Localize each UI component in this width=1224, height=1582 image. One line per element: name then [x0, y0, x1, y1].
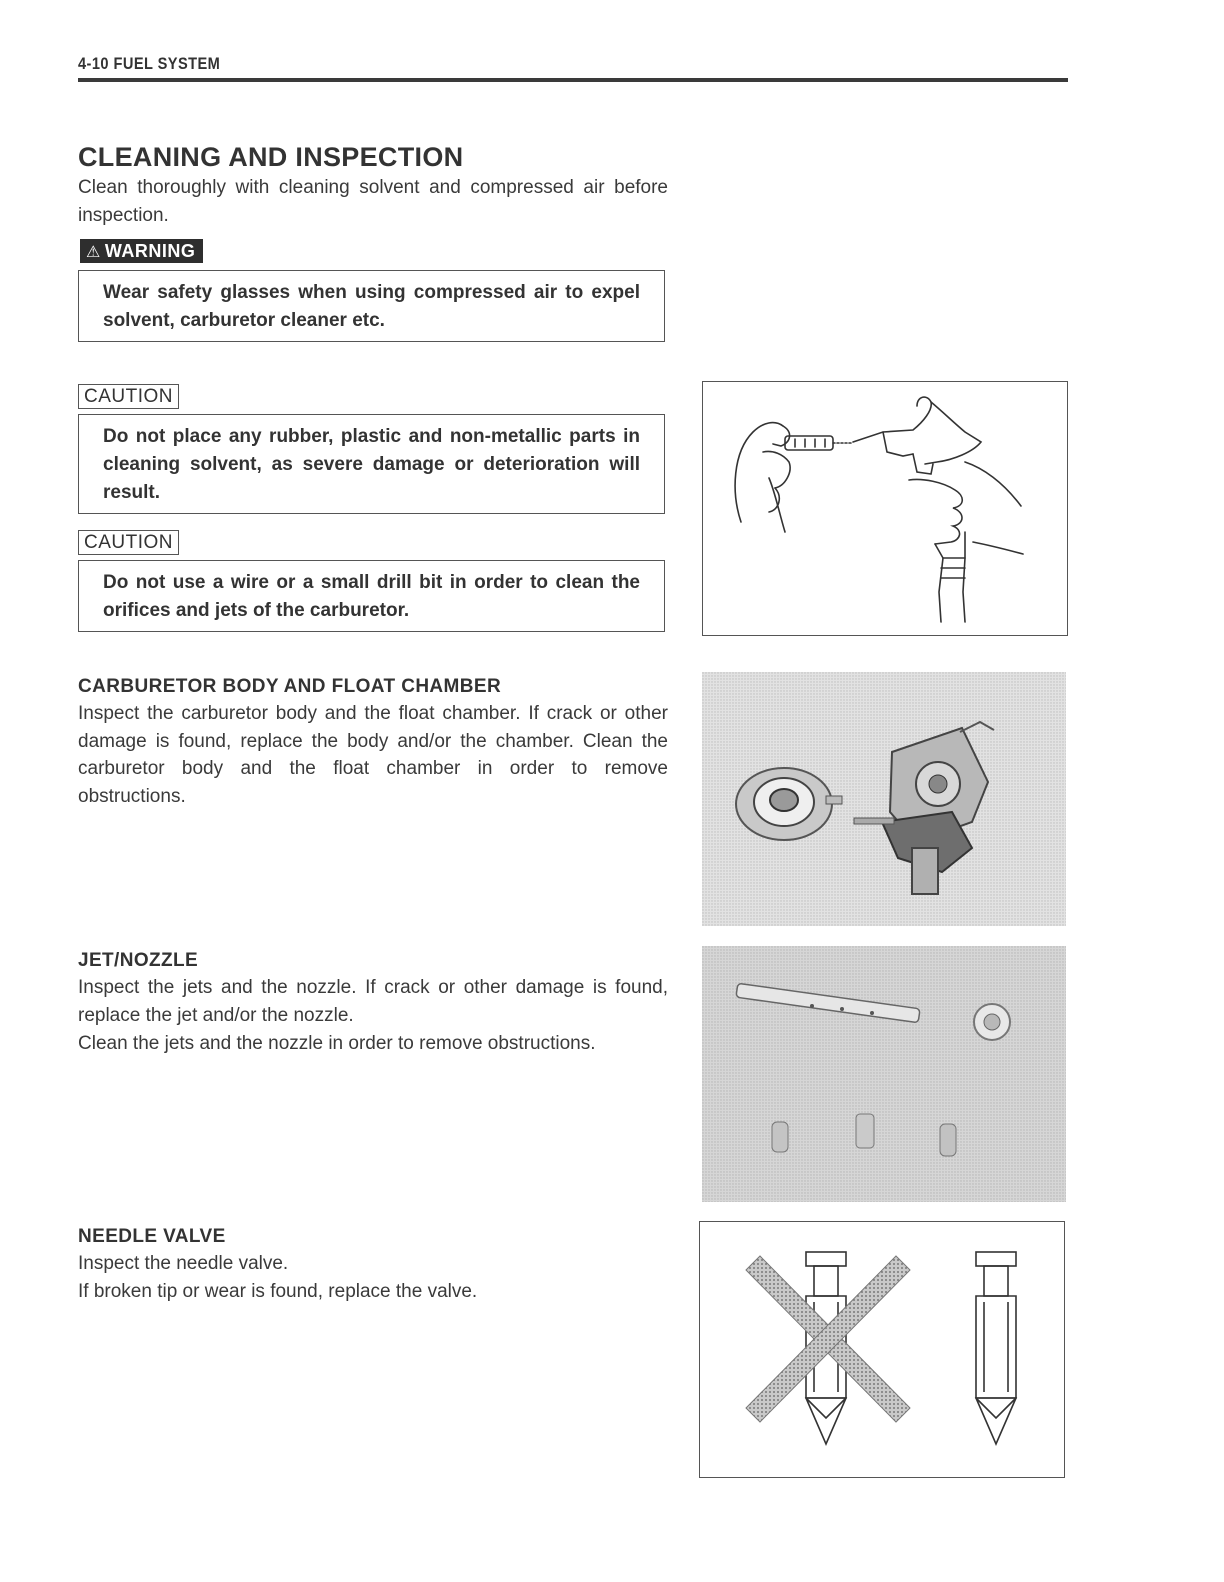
compressed-air-gun-illustration — [703, 382, 1066, 634]
warning-text: Wear safety glasses when using compressed air to expel solvent, carburetor cleaner etc. — [103, 282, 640, 331]
carburetor-body-photo — [702, 672, 1066, 926]
page-title: CLEANING AND INSPECTION — [78, 142, 464, 172]
caution-text-1: Do not place any rubber, plastic and non-metallic parts in cleaning solvent, as severe damage or deterioration will result. — [103, 426, 640, 503]
needle-valve-text-2: If broken tip or wear is found, replace the valve. — [78, 1281, 478, 1302]
cross-x-icon — [746, 1256, 910, 1422]
warning-badge — [80, 239, 203, 263]
intro-text: Clean thoroughly with cleaning solvent and compressed air before inspection. — [78, 177, 668, 226]
warning-badge-label: WARNING — [104, 241, 196, 261]
page-header: 4-10 FUEL SYSTEM — [78, 54, 221, 73]
warning-triangle-icon: ⚠ — [86, 244, 101, 261]
caution-badge-1: CAUTION — [78, 384, 179, 409]
jet-nozzle-text-2: Clean the jets and the nozzle in order to remove obstructions. — [78, 1033, 596, 1054]
jet-nozzle-text-1: Inspect the jets and the nozzle. If crack or other damage is found, replace the jet and/or the nozzle. — [78, 977, 668, 1026]
caution-text-2: Do not use a wire or a small drill bit in order to clean the orifices and jets of the carburetor. — [103, 572, 640, 621]
warning-box — [78, 270, 665, 342]
needle-valve-comparison-illustration — [700, 1222, 1063, 1476]
needle-valve-heading: NEEDLE VALVE — [78, 1226, 226, 1247]
caution-box-1 — [78, 414, 665, 514]
caution-badge-2: CAUTION — [78, 530, 179, 555]
carburetor-body-figure — [702, 672, 1066, 926]
jets-nozzle-photo — [702, 946, 1066, 1202]
compressed-air-figure — [702, 381, 1068, 636]
needle-valve-figure — [699, 1221, 1065, 1478]
needle-valve-text-1: Inspect the needle valve. — [78, 1253, 289, 1274]
carburetor-body-heading: CARBURETOR BODY AND FLOAT CHAMBER — [78, 676, 502, 697]
caution-box-2 — [78, 560, 665, 632]
header-rule — [78, 78, 1068, 82]
carburetor-body-text: Inspect the carburetor body and the float chamber. If crack or other damage is found, replace the body and/or the chamber. Clean the carburetor body and the float chamber in order to remove obstructions. — [78, 703, 668, 807]
jet-nozzle-heading: JET/NOZZLE — [78, 950, 199, 971]
jets-nozzle-figure — [702, 946, 1066, 1202]
